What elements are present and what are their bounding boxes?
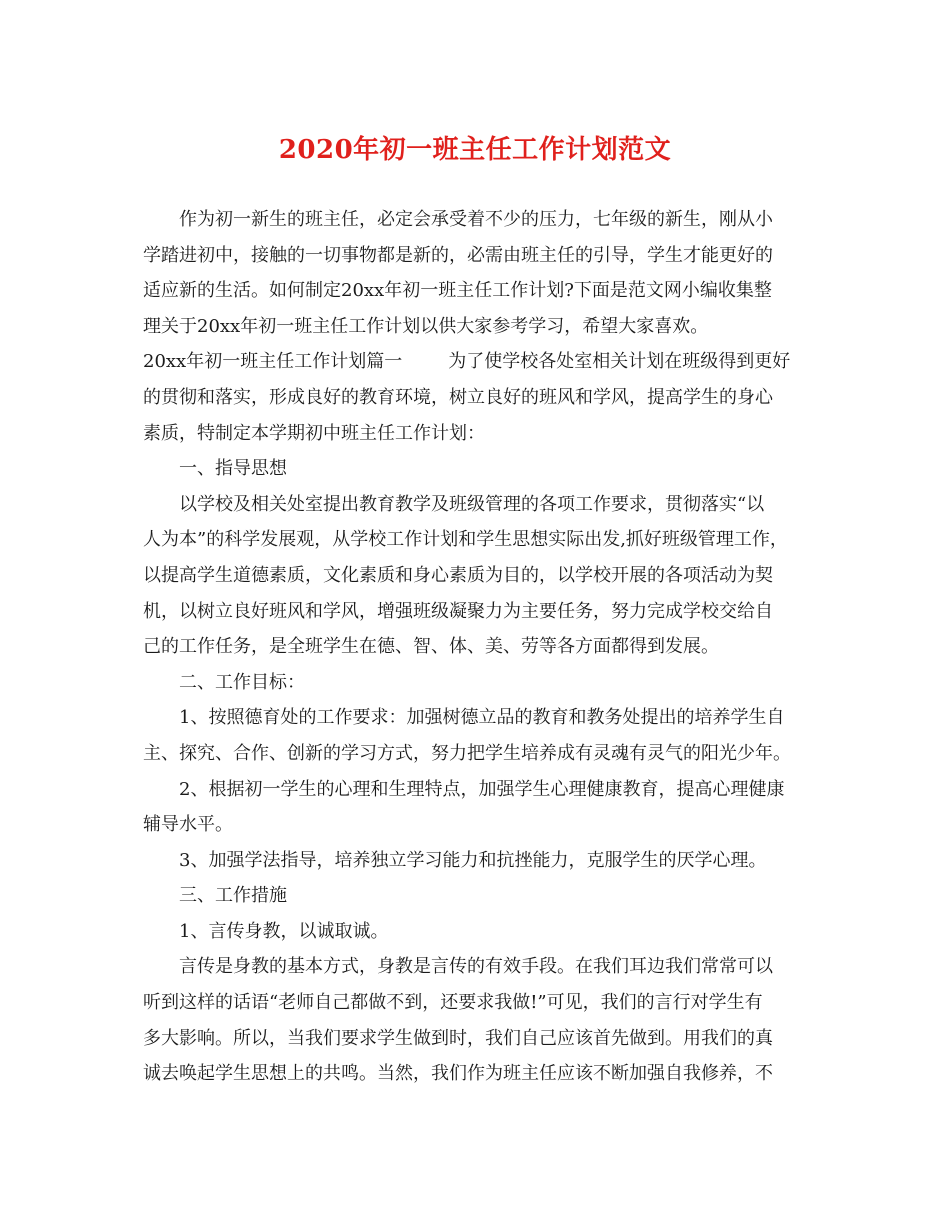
document-title: 2020年初一班主任工作计划范文 <box>278 135 672 165</box>
paragraph-line <box>143 949 815 985</box>
paragraph-line <box>143 772 815 808</box>
line-text: 二、工作目标： <box>179 671 305 693</box>
paragraph-line <box>143 344 815 380</box>
line-text: 听到这样的话语“老师自己都做不到，还要求我做!”可见，我们的言行对学生有 <box>143 992 763 1014</box>
paragraph-line <box>143 487 815 523</box>
line-text: 以提高学生道德素质，文化素质和身心素质为目的，以学校开展的各项活动为契 <box>143 564 773 586</box>
line-text: 三、工作措施 <box>179 885 287 907</box>
line-text: 素质，特制定本学期初中班主任工作计划： <box>143 422 485 444</box>
line-text: 适应新的生活。如何制定20xx年初一班主任工作计划?下面是范文网小编收集整 <box>143 280 772 302</box>
line-text: 1、按照德育处的工作要求：加强树德立品的教育和教务处提出的培养学生自 <box>179 707 785 729</box>
line-text: 言传是身教的基本方式，身教是言传的有效手段。在我们耳边我们常常可以 <box>179 956 773 978</box>
line-text: 的贯彻和落实，形成良好的教育环境，树立良好的班风和学风，提高学生的身心 <box>143 386 773 408</box>
line-text: 以学校及相关处室提出教育教学及班级管理的各项工作要求，贯彻落实“以 <box>179 493 765 515</box>
paragraph-line <box>143 273 815 309</box>
line-text: 多大影响。所以，当我们要求学生做到时，我们自己应该首先做到。用我们的真 <box>143 1027 773 1049</box>
paragraph-line <box>143 451 815 487</box>
paragraph-line <box>143 238 815 274</box>
paragraph-line <box>143 807 815 843</box>
line-text: 3、加强学法指导，培养独立学习能力和抗挫能力，克服学生的厌学心理。 <box>179 849 767 871</box>
document-body <box>143 202 815 1092</box>
line-text: 主、探究、合作、创新的学习方式，努力把学生培养成有灵魂有灵气的阳光少年。 <box>143 742 791 764</box>
line-text: 2、根据初一学生的心理和生理特点，加强学生心理健康教育，提高心理健康 <box>179 778 785 800</box>
line-text: 诚去唤起学生思想上的共鸣。当然，我们作为班主任应该不断加强自我修养，不 <box>143 1063 773 1085</box>
line-text: 学踏进初中，接触的一切事物都是新的，必需由班主任的引导，学生才能更好的 <box>143 244 773 266</box>
paragraph-line <box>143 665 815 701</box>
paragraph-line <box>143 843 815 879</box>
line-text: 己的工作任务，是全班学生在德、智、体、美、劳等各方面都得到发展。 <box>143 636 719 658</box>
paragraph-line <box>143 700 815 736</box>
paragraph-line <box>143 629 815 665</box>
paragraph-line <box>143 380 815 416</box>
paragraph-line <box>143 736 815 772</box>
line-text: 人为本”的科学发展观，从学校工作计划和学生思想实际出发,抓好班级管理工作， <box>143 529 788 551</box>
line-text: 作为初一新生的班主任，必定会承受着不少的压力，七年级的新生，刚从小 <box>179 209 773 230</box>
line-text: 为了使学校各处室相关计划在班级得到更好 <box>448 351 791 373</box>
paragraph-line <box>143 202 815 238</box>
line-text: 理关于20xx年初一班主任工作计划以供大家参考学习，希望大家喜欢。 <box>143 315 709 337</box>
paragraph-line <box>143 594 815 630</box>
paragraph-line <box>143 914 815 950</box>
line-text: 一、指导思想 <box>179 458 287 480</box>
paragraph-line <box>143 522 815 558</box>
paragraph-line <box>143 416 815 452</box>
paragraph-line <box>143 558 815 594</box>
paragraph-line <box>143 309 815 345</box>
line-text: 辅导水平。 <box>143 814 233 836</box>
paragraph-line <box>143 985 815 1021</box>
section-heading-inline: 20xx年初一班主任工作计划篇一 <box>143 351 403 373</box>
line-text: 1、言传身教，以诚取诚。 <box>179 920 389 942</box>
paragraph-line <box>143 1056 815 1092</box>
paragraph-line <box>143 1021 815 1057</box>
line-text: 机，以树立良好班风和学风，增强班级凝聚力为主要任务，努力完成学校交给自 <box>143 600 773 622</box>
paragraph-line <box>143 878 815 914</box>
